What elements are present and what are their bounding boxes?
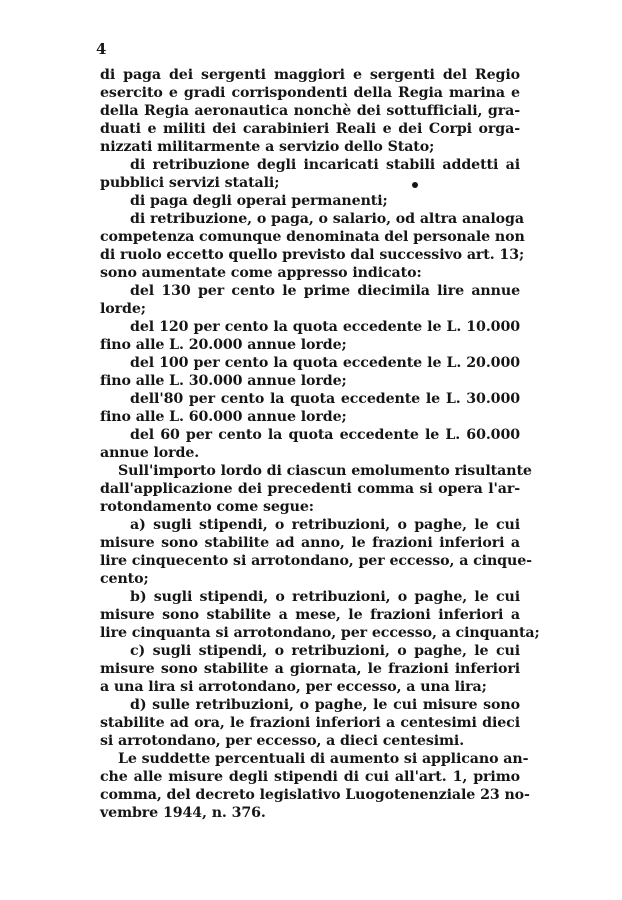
text-line: vembre 1944, n. 376. [100,805,266,821]
text-line: b) sugli stipendi, o retribuzioni, o paghe, le cui [130,589,520,605]
text-line: lorde; [100,301,146,317]
text-line: del 100 per cento la quota eccedente le L. 20.000 [130,355,520,371]
text-line: a) sugli stipendi, o retribuzioni, o paghe, le cui [130,517,520,533]
text-line: lire cinquecento si arrotondano, per eccesso, a cinque- [100,553,532,569]
body-text [100,66,540,822]
text-line: sono aumentate come appresso indicato: [100,265,422,281]
ink-speck [412,182,418,188]
text-line: a una lira si arrotondano, per eccesso, a una lira; [100,679,487,695]
text-line: pubblici servizi statali; [100,175,280,191]
text-line: duati e militi dei carabinieri Reali e dei Corpi orga- [100,121,520,137]
page-number: 4 [96,40,107,58]
text-line: di retribuzione degli incaricati stabili addetti ai [130,157,520,173]
text-line: competenza comunque denominata del personale non [100,229,525,245]
text-line: di retribuzione, o paga, o salario, od altra analoga [130,211,524,227]
text-line: nizzati militarmente a servizio dello Stato; [100,139,435,155]
text-line: Le suddette percentuali di aumento si applicano an- [118,751,529,767]
text-line: Sull'importo lordo di ciascun emolumento risultante [118,463,532,479]
text-line: annue lorde. [100,445,200,461]
text-line: stabilite ad ora, le frazioni inferiori a centesimi dieci [100,715,520,731]
text-line: d) sulle retribuzioni, o paghe, le cui misure sono [130,697,520,713]
text-line: dall'applicazione dei precedenti comma si opera l'ar- [100,481,520,497]
text-line: c) sugli stipendi, o retribuzioni, o paghe, le cui [130,643,520,659]
text-line: fino alle L. 30.000 annue lorde; [100,373,347,389]
text-line: del 120 per cento la quota eccedente le L. 10.000 [130,319,520,335]
text-line: di paga degli operai permanenti; [130,193,388,209]
text-line: misure sono stabilite a giornata, le frazioni inferiori [100,661,520,677]
text-line: dell'80 per cento la quota eccedente le L. 30.000 [130,391,520,407]
text-line: di paga dei sergenti maggiori e sergenti del Regio [100,67,520,83]
text-line: della Regia aeronautica nonchè dei sottufficiali, gra- [100,103,520,119]
text-line: rotondamento come segue: [100,499,314,515]
text-line: di ruolo eccetto quello previsto dal successivo art. 13; [100,247,525,263]
text-line: fino alle L. 60.000 annue lorde; [100,409,347,425]
text-line: del 130 per cento le prime diecimila lire annue [130,283,520,299]
text-line: misure sono stabilite a mese, le frazioni inferiori a [100,607,520,623]
text-line: si arrotondano, per eccesso, a dieci centesimi. [100,733,465,749]
text-line: che alle misure degli stipendi di cui all'art. 1, primo [100,769,520,785]
text-line: comma, del decreto legislativo Luogotenenziale 23 no- [100,787,530,803]
text-line: lire cinquanta si arrotondano, per eccesso, a cinquanta; [100,625,540,641]
text-line: misure sono stabilite ad anno, le frazioni inferiori a [100,535,520,551]
text-line: del 60 per cento la quota eccedente le L. 60.000 [130,427,520,443]
text-line: esercito e gradi corrispondenti della Regia marina e [100,85,520,101]
text-line: fino alle L. 20.000 annue lorde; [100,337,347,353]
text-line: cento; [100,571,149,587]
